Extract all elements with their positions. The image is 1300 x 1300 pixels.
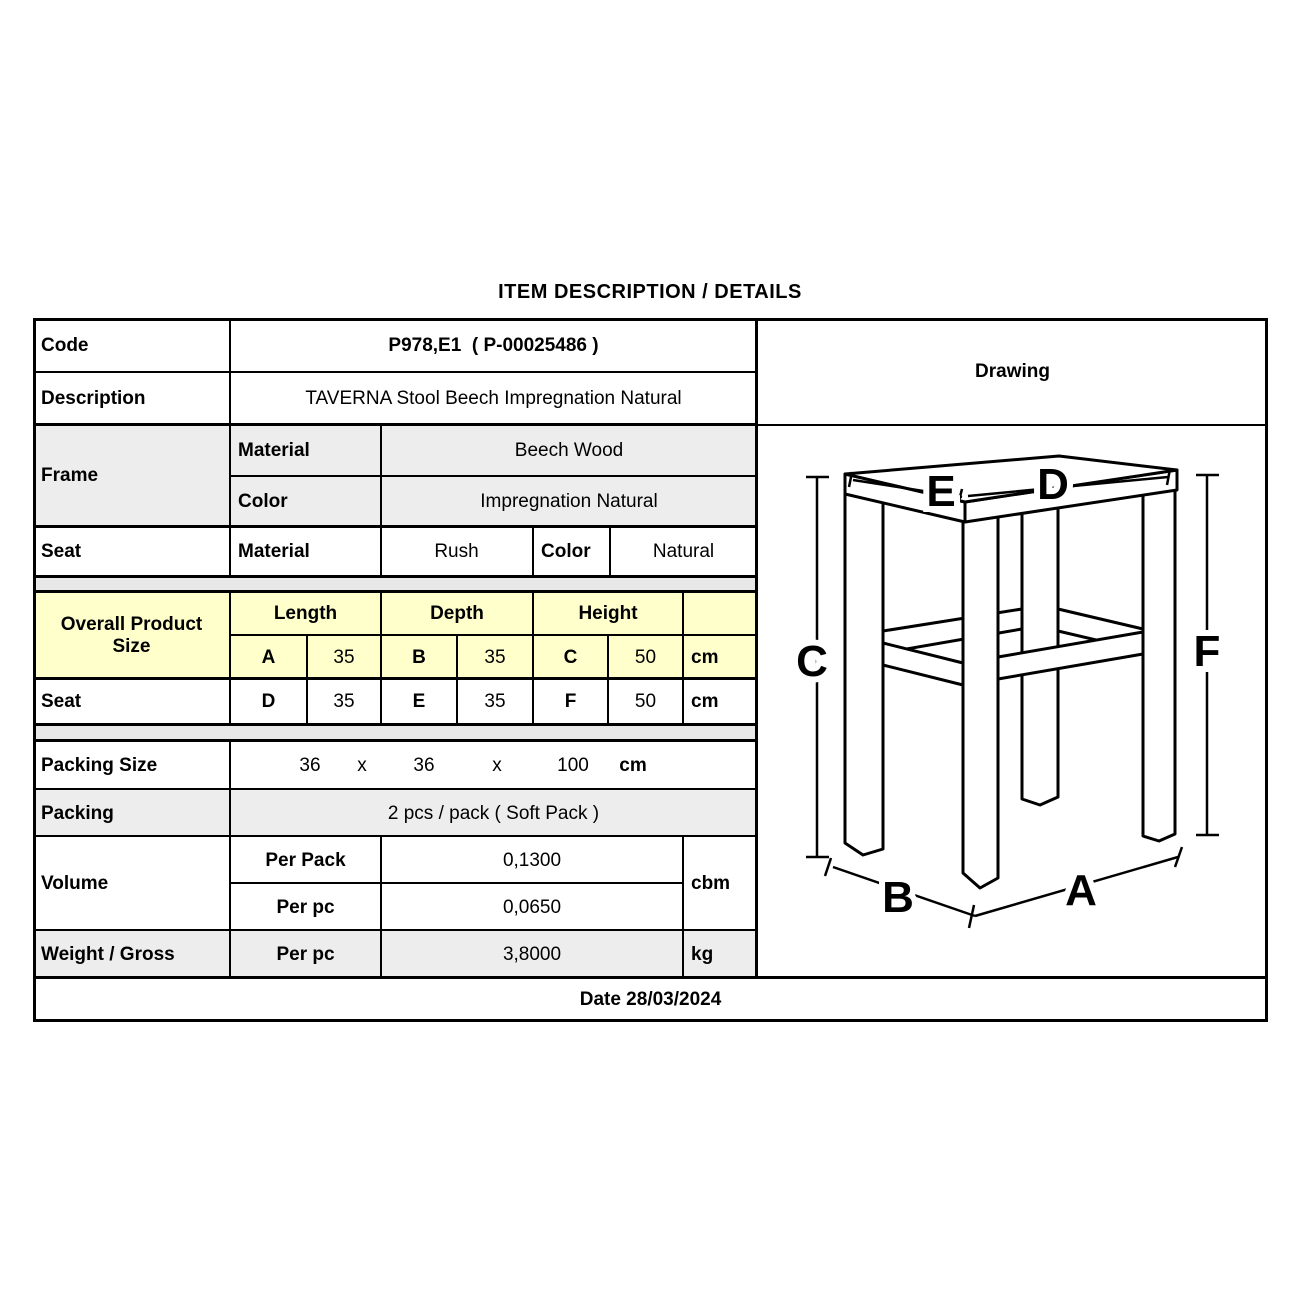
col-line — [532, 527, 534, 577]
section-line — [33, 423, 757, 426]
dim-tick-B-left — [825, 858, 831, 876]
size-b-val: 35 — [484, 646, 506, 668]
col-line — [380, 425, 382, 577]
row-line — [33, 371, 757, 373]
col-line — [380, 592, 382, 725]
packing-size-unit: cm — [619, 754, 647, 776]
table-border-top — [33, 318, 1268, 321]
frame-label: Frame — [41, 465, 99, 487]
section-line — [33, 525, 757, 528]
col-line — [609, 527, 611, 577]
col-line — [682, 837, 684, 978]
stool-leg-front — [963, 501, 998, 888]
volume-per-pc-label: Per pc — [276, 896, 335, 918]
frame-color-value: Impregnation Natural — [480, 491, 658, 513]
length-header: Length — [273, 603, 338, 625]
dim-label-B: B — [882, 873, 914, 922]
weight-unit: kg — [691, 943, 714, 965]
size-b-key: B — [412, 646, 426, 668]
size-d-key: D — [261, 691, 276, 713]
stretcher-front-left — [883, 643, 963, 685]
size-f-val: 50 — [634, 691, 657, 713]
size-a-key: A — [261, 646, 276, 668]
col-line — [380, 837, 382, 978]
packing-value: 2 pcs / pack ( Soft Pack ) — [387, 802, 600, 824]
dim-label-C: C — [796, 637, 828, 686]
seat-color-value: Natural — [652, 541, 715, 563]
row-line — [33, 929, 757, 931]
packing-size-v3: 100 — [557, 754, 589, 776]
section-line — [33, 739, 757, 742]
size-e-key: E — [412, 691, 426, 713]
weight-per-pc-label: Per pc — [276, 943, 335, 965]
section-line — [33, 976, 1268, 979]
description-label: Description — [41, 388, 146, 410]
col-line — [229, 592, 231, 725]
volume-unit: cbm — [691, 873, 731, 895]
table-border-left — [33, 318, 36, 1022]
size-overall-unit: cm — [691, 646, 719, 668]
packing-size-sep2: x — [492, 754, 502, 776]
seat-label: Seat — [41, 541, 82, 563]
table-border-bottom — [33, 1019, 1268, 1022]
seat-size-label: Seat — [41, 691, 82, 713]
col-line — [229, 318, 231, 577]
packing-size-v2: 36 — [413, 754, 435, 776]
row-line — [33, 835, 757, 837]
stretcher-front-right — [998, 632, 1143, 679]
weight-value: 3,8000 — [502, 943, 562, 965]
stretcher-back-left — [883, 609, 1022, 653]
volume-per-pack-value: 0,1300 — [502, 849, 562, 871]
dim-label-F: F — [1193, 627, 1221, 676]
date-row: Date 28/03/2024 — [579, 989, 722, 1011]
packing-size-v1: 36 — [299, 754, 321, 776]
size-section-label — [33, 592, 230, 679]
row-line — [33, 788, 757, 790]
description-value: TAVERNA Stool Beech Impregnation Natural — [305, 388, 682, 410]
col-line — [306, 636, 308, 725]
packing-size-label: Packing Size — [41, 754, 158, 776]
drawing-header-line — [757, 424, 1268, 426]
seat-color-label: Color — [541, 541, 591, 563]
volume-per-pack-label: Per Pack — [265, 849, 346, 871]
depth-header: Depth — [430, 603, 484, 625]
size-label-line2: Size — [112, 635, 151, 657]
seat-size-unit: cm — [691, 691, 719, 713]
seat-material-label: Material — [238, 541, 310, 563]
col-line — [456, 636, 458, 725]
col-line — [532, 592, 534, 725]
volume-label: Volume — [41, 873, 109, 895]
code-label: Code — [41, 334, 89, 356]
size-f-key: F — [564, 691, 577, 713]
stool-leg-left — [845, 492, 883, 855]
row-line — [230, 475, 757, 477]
size-e-val: 35 — [484, 691, 506, 713]
page-title: ITEM DESCRIPTION / DETAILS — [498, 281, 802, 303]
dim-label-D: D — [1037, 460, 1069, 509]
table-border-right — [1265, 318, 1268, 1022]
dim-label-A: A — [1065, 866, 1097, 915]
size-c-key: C — [563, 646, 578, 668]
packing-label: Packing — [41, 802, 114, 824]
dim-label-E: E — [926, 467, 956, 516]
stool-outline — [845, 456, 1177, 888]
stool-drawing — [757, 425, 1268, 978]
row-line — [230, 634, 757, 636]
height-header: Height — [578, 603, 638, 625]
col-line — [682, 592, 684, 725]
row-line — [230, 882, 683, 884]
packing-size-sep1: x — [357, 754, 367, 776]
section-line — [33, 590, 757, 593]
size-c-val: 50 — [634, 646, 657, 668]
section-line — [33, 677, 757, 680]
seat-material-value: Rush — [434, 541, 479, 563]
weight-label: Weight / Gross — [41, 943, 175, 965]
frame-material-value: Beech Wood — [514, 440, 624, 462]
stool-leg-right — [1143, 484, 1175, 841]
col-line — [607, 636, 609, 725]
size-label-line1: Overall Product — [60, 613, 203, 635]
volume-per-pc-value: 0,0650 — [502, 896, 562, 918]
frame-color-label: Color — [238, 491, 288, 513]
col-line — [229, 741, 231, 978]
section-line — [33, 575, 757, 578]
frame-material-label: Material — [238, 440, 310, 462]
code-value: P978,E1 ( P-00025486 ) — [388, 334, 599, 356]
size-a-val: 35 — [333, 646, 355, 668]
drawing-header: Drawing — [975, 360, 1050, 382]
panel-divider — [755, 318, 758, 978]
size-d-val: 35 — [333, 691, 355, 713]
section-line — [33, 723, 757, 726]
